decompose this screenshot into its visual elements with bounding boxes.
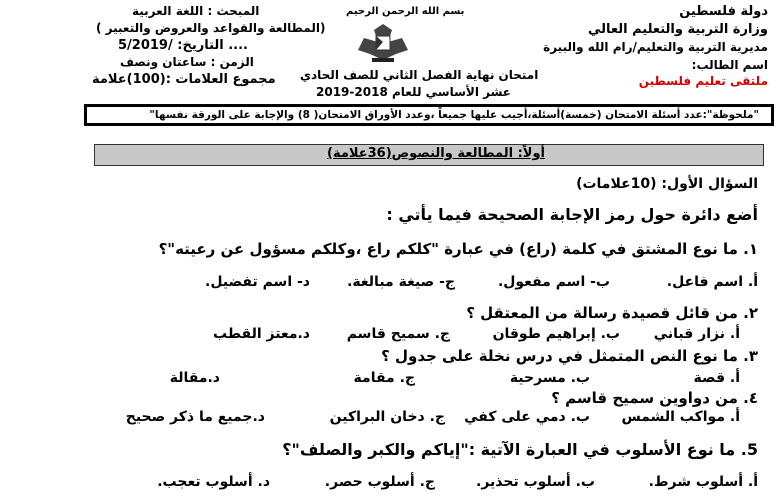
section-title: أولاً: المطالعة والنصوص(36علامة) — [327, 146, 546, 161]
exam-title-line1: امتحان نهاية الفصل الثاني للصف الحادي — [300, 68, 539, 82]
item1-option-d[interactable]: د- اسم تفضيل. — [205, 274, 310, 290]
item5-option-c[interactable]: ج. أسلوب حصر. — [324, 474, 435, 490]
item3-option-c[interactable]: ج. مقامة — [353, 370, 415, 386]
basmala: بسم الله الرحمن الرحيم — [346, 6, 465, 17]
date-label: التاريخ: /5/2019 .... — [118, 38, 248, 53]
item2-option-b[interactable]: ب. إبراهيم طوقان — [492, 326, 620, 342]
item2-option-d[interactable]: د.معتز القطب — [213, 326, 310, 342]
item3-option-d[interactable]: د.مقالة — [169, 370, 220, 386]
item5-option-b[interactable]: ب. أسلوب تحذير. — [476, 474, 595, 490]
item2-option-c[interactable]: ج. سميح قاسم — [346, 326, 450, 342]
question1-instruction: أضع دائرة حول رمز الإجابة الصحيحة فيما يأتي : — [386, 205, 758, 224]
item4-option-b[interactable]: ب. دمي على كفي — [464, 409, 590, 425]
item3-question: ٣. ما نوع النص المتمثل في درس نخلة على جدول ؟ — [381, 347, 758, 365]
forum-name: ملتقى تعليم فلسطين — [638, 74, 768, 88]
ministry-name: وزارة التربية والتعليم العالي — [587, 22, 768, 37]
section-bar — [94, 144, 764, 166]
item3-option-b[interactable]: ب. مسرحية — [509, 370, 590, 386]
item4-question: ٤. من دواوين سميح قاسم ؟ — [551, 389, 758, 407]
note-box — [84, 104, 774, 126]
student-name-label: اسم الطالب: — [691, 58, 768, 72]
directorate-name: مديرية التربية والتعليم/رام الله والبيرة — [543, 40, 768, 54]
item1-option-a[interactable]: أ. اسم فاعل. — [666, 274, 758, 290]
item4-option-c[interactable]: ج. دخان البراكين — [329, 409, 445, 425]
item5-question: 5. ما نوع الأسلوب في العبارة الآتية :"إياكم والكبر والصلف"؟ — [282, 440, 758, 459]
item1-question: ١. ما نوع المشتق في كلمة (راع) في عبارة "كلكم راع ،وكلكم مسؤول عن رعيته"؟ — [158, 240, 758, 258]
emblem-icon — [352, 20, 414, 64]
item5-option-a[interactable]: أ. أسلوب شرط. — [648, 474, 758, 490]
item4-option-d[interactable]: د.جميع ما ذكر صحيح — [125, 409, 265, 425]
country-name: دولة فلسطين — [679, 4, 768, 19]
note-text: "ملحوظة":عدد أسئلة الامتحان (خمسة)أسئلة،أجيب عليها جميعاً ،وعدد الأوراق الامتحان( 8) والإجابة على الورقة نفسها" — [149, 109, 759, 121]
item1-option-b[interactable]: ب- اسم مفعول. — [497, 274, 610, 290]
time-label: الزمن : ساعتان ونصف — [120, 55, 254, 69]
question1-title: السؤال الأول: (10علامات) — [576, 176, 758, 192]
total-marks-label: مجموع العلامات :(100)علامة — [92, 72, 276, 87]
item2-option-a[interactable]: أ. نزار قباني — [653, 326, 740, 342]
branch-label: (المطالعة والقواعد والعروض والتعبير ) — [96, 21, 326, 35]
exam-title-line2: عشر الأساسي للعام 2018-2019 — [316, 85, 511, 99]
item5-option-d[interactable]: د. أسلوب تعجب. — [157, 474, 270, 490]
subject-label: المبحث : اللغة العربية — [132, 4, 260, 18]
item1-option-c[interactable]: ج- صيغة مبالغة. — [347, 274, 455, 290]
item3-option-a[interactable]: أ. قصة — [693, 370, 740, 386]
item2-question: ٢. من قائل قصيدة رسالة من المعتقل ؟ — [466, 304, 758, 322]
item4-option-a[interactable]: أ. مواكب الشمس — [621, 409, 740, 425]
